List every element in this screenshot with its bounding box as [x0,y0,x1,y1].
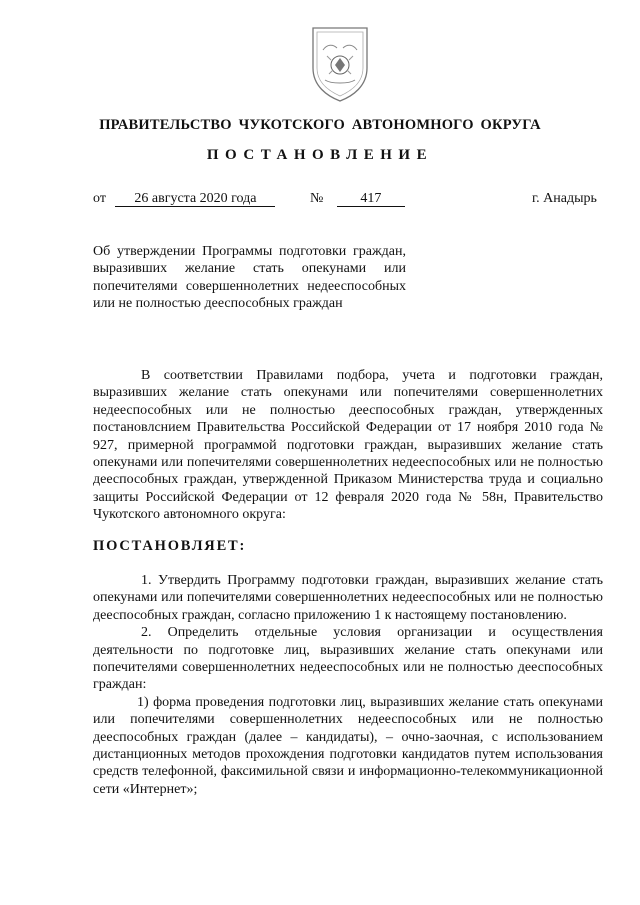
document-subject: Об утверждении Программы подготовки граждан, выразивших желание стать опекунами или попечителями совершеннолетних недееспособных или не полностью дееспособных граждан [93,244,406,312]
coat-of-arms-icon [305,22,375,104]
item-paragraph: 1. Утвердить Программу подготовки граждан, выразивших желание стать опекунами или попечителями совершеннолетних недееспособных или не полностью дееспособных граждан, согласно приложению 1 к настоящему постановлению. [93,573,603,623]
item-paragraph: 2. Определить отдельные условия организации и осуществления деятельности по подготовке лиц, выразивших желание стать опекунами или попечителями совершеннолетних недееспособных или не полностью дееспособных граждан: [93,625,603,693]
date-value: 26 августа 2020 года [115,191,275,207]
city: г. Анадырь [532,191,597,206]
preamble-block [93,367,603,524]
document-type: ПОСТАНОВЛЕНИЕ [206,147,434,163]
preamble-paragraph: В соответствии Правилами подбора, учета и подготовки граждан, выразивших желание стать опекунами или попечителями совершеннолетних недееспособных или не полностью дееспособных граждан, утвержденных постановлснием Правительства Российской Федерации от 17 ноября 2010 года № 927, примерной программой подготовки граждан, выразивших желание стать опекунами или попечителями совершеннолетних недееспособных или не полностью дееспособных граждан, утвержденной Приказом Министерства труда и социально защиты Российской Федерации от 12 февраля 2020 года № 58н, Правительство Чукотского автономного округа: [93,368,603,523]
number-field [310,191,405,207]
number-prefix: № [310,191,324,206]
date-prefix: от [93,191,106,206]
decree-heading: ПОСТАНОВЛЯЕТ: [93,538,247,554]
organization-title: ПРАВИТЕЛЬСТВО ЧУКОТСКОГО АВТОНОМНОГО ОКРУГА [99,117,541,133]
items-block [93,572,603,798]
number-value: 417 [337,191,405,207]
date-field [93,191,275,207]
item-paragraph: 1) форма проведения подготовки лиц, выразивших желание стать опекунами или попечителями совершеннолетних недееспособных или не полностью дееспособных граждан (далее – кандидаты), – очно-заочная, с использованием дистанционных методов прохождения подготовки кандидатов путем использования средств телефонной, факсимильной связи и информационно-телекоммуникационной сети «Интернет»; [93,694,603,797]
